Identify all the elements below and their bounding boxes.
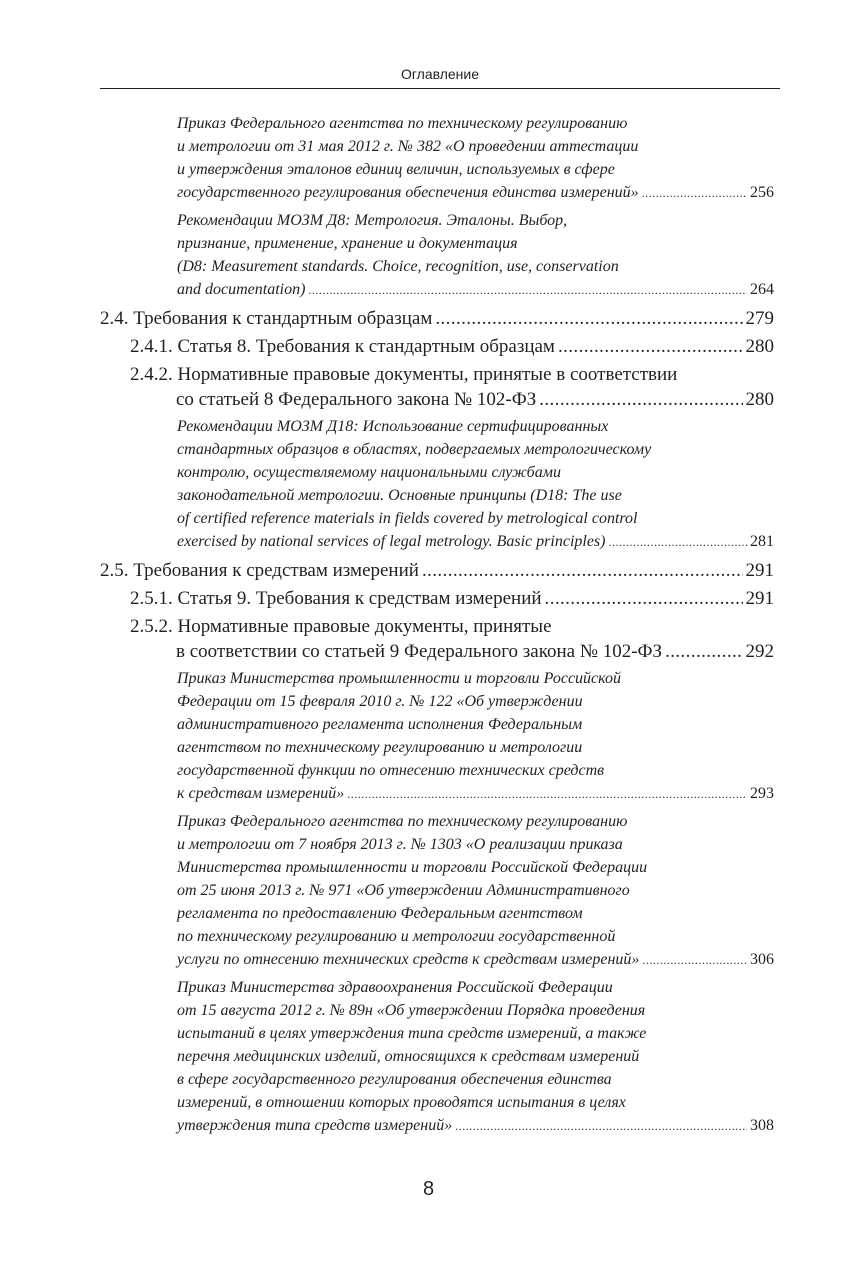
page-ref: 306	[750, 951, 774, 968]
toc-entry-text: of certified reference materials in fields covered by metrological control	[177, 510, 638, 527]
toc-entry-text: and documentation)	[177, 281, 306, 298]
page-ref: 264	[750, 281, 774, 298]
toc-section-2-5-1[interactable]	[100, 586, 774, 611]
dot-leader	[455, 1115, 747, 1138]
toc-entry-text: и метрологии от 31 мая 2012 г. № 382 «О проведении аттестации	[177, 138, 639, 155]
page-ref: 279	[745, 308, 774, 329]
toc-entry-text: услуги по отнесению технических средств к средствам измерений»	[177, 951, 640, 968]
toc-entry-text: Федерации от 15 февраля 2010 г. № 122 «Об утверждении	[177, 693, 583, 710]
dot-leader	[347, 783, 747, 806]
toc-entry-text: и метрологии от 7 ноября 2013 г. № 1303 «О реализации приказа	[177, 836, 623, 853]
toc-entry-text: Рекомендации МОЗМ Д8: Метрология. Эталоны. Выбор,	[177, 212, 568, 229]
dot-leader	[435, 306, 742, 331]
dot-leader	[308, 279, 747, 302]
toc-entry-text: административного регламента исполнения Федеральным	[177, 716, 583, 733]
page-ref: 280	[745, 336, 774, 357]
page-ref: 256	[750, 184, 774, 201]
toc-entry-text: испытаний в целях утверждения типа средств измерений, а также	[177, 1025, 647, 1042]
toc-entry-text: контролю, осуществляемому национальными службами	[177, 464, 561, 481]
toc-entry[interactable]	[100, 976, 774, 1138]
dot-leader	[539, 387, 742, 412]
page-ref: 281	[750, 533, 774, 550]
toc-section-2-4-1[interactable]	[100, 334, 774, 359]
toc-entry-text: по техническому регулированию и метрологии государственной	[177, 928, 616, 945]
toc-entry-text: в сфере государственного регулирования обеспечения единства	[177, 1071, 612, 1088]
toc-entry-text: законодательной метрологии. Основные принципы (D18: The use	[177, 487, 622, 504]
toc-entry-text: 2.4. Требования к стандартным образцам	[100, 308, 433, 329]
toc-entry-text: Приказ Федерального агентства по техническому регулированию	[177, 813, 628, 830]
toc-section-2-4-2[interactable]	[100, 362, 774, 412]
toc-entry[interactable]	[100, 112, 774, 205]
toc-entry-text: в соответствии со статьей 9 Федерального закона № 102-ФЗ	[176, 641, 663, 662]
toc-section-2-5[interactable]	[100, 558, 774, 583]
page-ref: 292	[745, 641, 774, 662]
page-ref: 291	[745, 560, 774, 581]
toc-entry-text: к средствам измерений»	[177, 785, 345, 802]
toc-entry[interactable]	[100, 415, 774, 554]
toc-entry-text: агентством по техническому регулированию и метрологии	[177, 739, 583, 756]
toc-entry[interactable]	[100, 209, 774, 302]
toc-section-2-4[interactable]	[100, 306, 774, 331]
toc-entry-text: со статьей 8 Федерального закона № 102-ФЗ	[176, 389, 537, 410]
page-ref: 308	[750, 1117, 774, 1134]
toc-entry-text: (D8: Measurement standards. Choice, recognition, use, conservation	[177, 258, 619, 275]
toc-entry-text: стандартных образцов в областях, подвергаемых метрологическому	[177, 441, 652, 458]
toc-entry-text: Приказ Федерального агентства по техническому регулированию	[177, 115, 628, 132]
dot-leader	[642, 182, 747, 205]
dot-leader	[558, 334, 743, 359]
running-header: Оглавление	[400, 66, 480, 82]
toc-entry-text: от 25 июня 2013 г. № 971 «Об утверждении Административного	[177, 882, 630, 899]
toc-entry-text: перечня медицинских изделий, относящихся к средствам измерений	[177, 1048, 640, 1065]
dot-leader	[608, 531, 747, 554]
toc-entry-text: Рекомендации МОЗМ Д18: Использование сертифицированных	[177, 418, 609, 435]
toc-entry[interactable]	[100, 667, 774, 806]
toc-entry-text: Приказ Министерства здравоохранения Российской Федерации	[177, 979, 613, 996]
dot-leader	[642, 949, 747, 972]
toc-entry-text: государственного регулирования обеспечения единства измерений»	[177, 184, 639, 201]
dot-leader	[665, 639, 742, 664]
toc-entry-text: exercised by national services of legal metrology. Basic principles)	[177, 533, 606, 550]
toc-entry-text: 2.5.2. Нормативные правовые документы, принятые	[130, 616, 552, 637]
toc-entry-text: утверждения типа средств измерений»	[177, 1117, 453, 1134]
toc-entry-text: Министерства промышленности и торговли Российской Федерации	[177, 859, 648, 876]
toc-entry-text: Приказ Министерства промышленности и торговли Российской	[177, 670, 622, 687]
toc-entry-text: 2.4.2. Нормативные правовые документы, принятые в соответствии	[130, 364, 678, 385]
toc-entry-text: государственной функции по отнесению технических средств	[177, 762, 605, 779]
toc-entry-text: 2.4.1. Статья 8. Требования к стандартным образцам	[130, 336, 555, 357]
page-number: 8	[422, 1178, 435, 1200]
toc-entry-text: измерений, в отношении которых проводятся испытания в целях	[177, 1094, 626, 1111]
toc-entry-text: 2.5.1. Статья 9. Требования к средствам измерений	[130, 588, 542, 609]
toc-entry-text: от 15 августа 2012 г. № 89н «Об утверждении Порядка проведения	[177, 1002, 646, 1019]
dot-leader	[422, 558, 743, 583]
page-ref: 293	[750, 785, 774, 802]
header-divider	[100, 88, 780, 89]
page-ref: 280	[745, 389, 774, 410]
toc-entry[interactable]	[100, 810, 774, 972]
table-of-contents	[100, 112, 774, 1142]
toc-entry-text: и утверждения эталонов единиц величин, используемых в сфере	[177, 161, 615, 178]
page-ref: 291	[745, 588, 774, 609]
toc-entry-text: регламента по предоставлению Федеральным агентством	[177, 905, 583, 922]
toc-section-2-5-2[interactable]	[100, 614, 774, 664]
toc-entry-text: 2.5. Требования к средствам измерений	[100, 560, 419, 581]
dot-leader	[545, 586, 743, 611]
toc-entry-text: признание, применение, хранение и документация	[177, 235, 518, 252]
